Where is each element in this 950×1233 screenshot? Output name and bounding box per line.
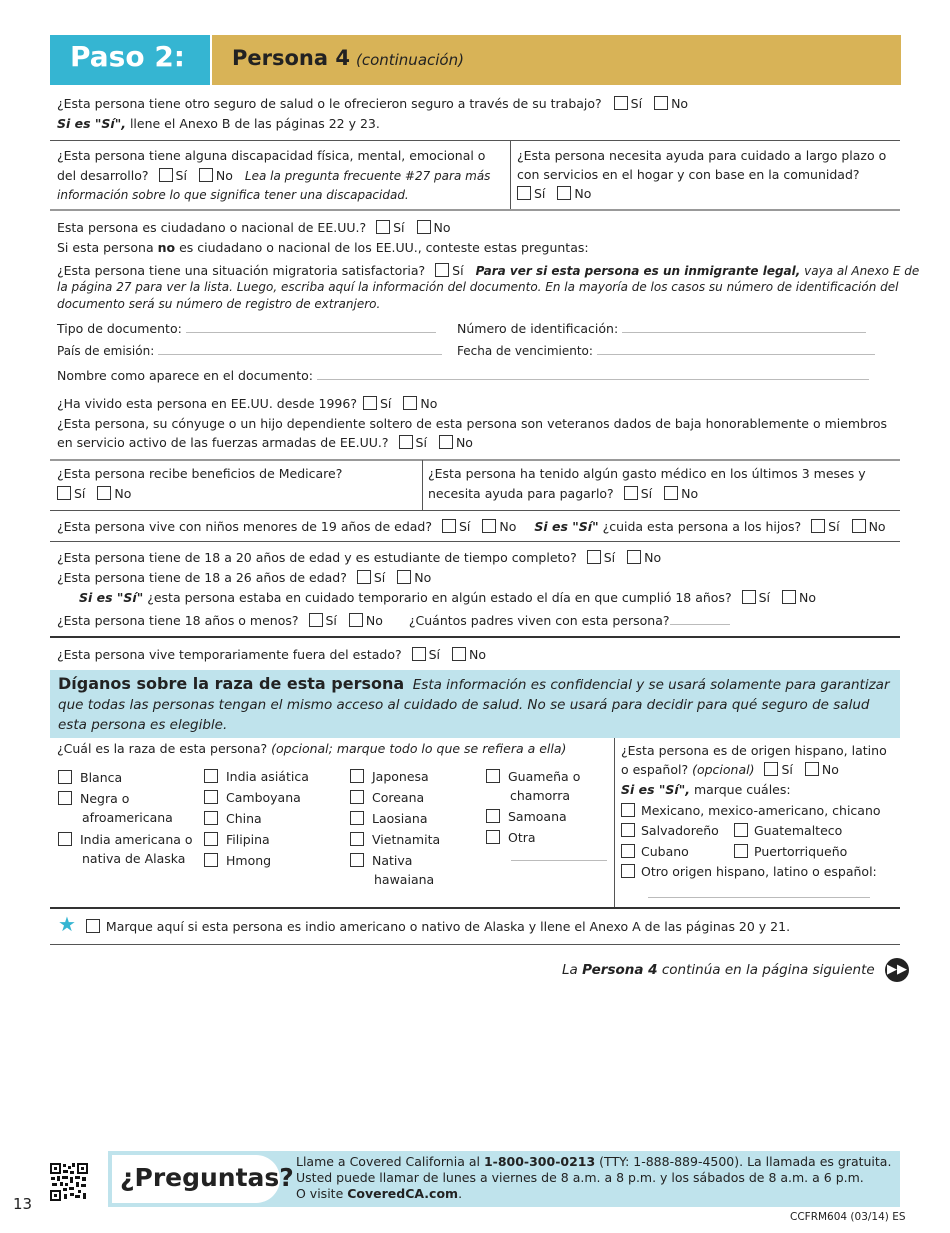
race-india-americana: India americana o (58, 830, 193, 849)
student-18-20-question: ¿Esta persona tiene de 18 a 20 años de edad y es estudiante de tiempo completo? Sí No (57, 550, 662, 565)
children-yes-checkbox[interactable] (442, 519, 456, 533)
race-blanca-checkbox[interactable] (58, 770, 72, 784)
cares-children-no-checkbox[interactable] (852, 519, 866, 533)
medical-expense-question: ¿Esta persona ha tenido algún gasto médico en los últimos 3 meses y (428, 466, 866, 481)
medicare-yes-checkbox[interactable] (57, 486, 71, 500)
immigration-yes-checkbox[interactable] (435, 263, 449, 277)
race-china-checkbox[interactable] (204, 811, 218, 825)
race-filipina: Filipina (204, 830, 270, 849)
under-18-no-checkbox[interactable] (349, 613, 363, 627)
medical-expense-no-checkbox[interactable] (664, 486, 678, 500)
race-japonesa-checkbox[interactable] (350, 769, 364, 783)
qr-code-icon (50, 1163, 88, 1201)
persona-title: Persona 4 (232, 46, 350, 70)
long-term-care-question-2: con servicios en el hogar y con base en la comunidad? (517, 167, 860, 182)
race-section-header: Díganos sobre la raza de esta persona Esta información es confidencial y se usará solamente para garantizar que todas las personas tengan el mismo acceso al cuidado de salud. No se usará para decidir para qué seguro de salud esta persona es elegible. (50, 670, 900, 738)
children-question: ¿Esta persona vive con niños menores de 19 años de edad? Sí No Si es "Sí" ¿cuida esta persona a los hijos? Sí No (57, 519, 886, 534)
other-insurance-note: Si es "Sí", llene el Anexo B de las páginas 22 y 23. (57, 116, 380, 131)
hispanic-salvadoreno-checkbox[interactable] (621, 823, 635, 837)
form-code: CCFRM604 (03/14) ES (790, 1211, 906, 1223)
race-camboyana: Camboyana (204, 788, 301, 807)
race-nativa-hawaiana-checkbox[interactable] (350, 853, 364, 867)
divider (50, 459, 900, 461)
medical-expense-answers: necesita ayuda para pagarlo? Sí No (428, 486, 699, 501)
website-link[interactable]: CoveredCA.com (347, 1186, 459, 1201)
out-of-state-yes-checkbox[interactable] (412, 647, 426, 661)
age-18-26-yes-checkbox[interactable] (357, 570, 371, 584)
divider (50, 209, 900, 211)
hispanic-puertorriqueno-checkbox[interactable] (734, 844, 748, 858)
star-icon: ★ (58, 912, 76, 936)
race-negra: Negra o (58, 789, 129, 808)
continues-note: La Persona 4 continúa en la página siguiente ▶▶ (562, 958, 909, 982)
age-18-26-no-checkbox[interactable] (397, 570, 411, 584)
race-negra-label-2: afroamericana (82, 810, 173, 825)
id-number-input[interactable] (622, 322, 866, 333)
expiration-date-input[interactable] (597, 344, 875, 355)
race-samoana-checkbox[interactable] (486, 809, 500, 823)
since-1996-question: ¿Ha vivido esta persona en EE.UU. desde 1996? Sí No (57, 396, 438, 411)
race-blanca: Blanca (58, 768, 122, 787)
race-laosiana-checkbox[interactable] (350, 811, 364, 825)
medicare-no-checkbox[interactable] (97, 486, 111, 500)
questions-label: ¿Preguntas? (112, 1155, 280, 1203)
citizen-no-checkbox[interactable] (417, 220, 431, 234)
children-no-checkbox[interactable] (482, 519, 496, 533)
immigration-status-question: ¿Esta persona tiene una situación migratoria satisfactoria? Sí Para ver si esta persona es un inmigrante legal, vaya al Anexo E de (57, 263, 920, 278)
out-of-state-question: ¿Esta persona vive temporariamente fuera del estado? Sí No (57, 647, 486, 662)
hispanic-mexicano: Mexicano, mexico-americano, chicano (621, 801, 881, 820)
under-18-yes-checkbox[interactable] (309, 613, 323, 627)
race-india-asiatica: India asiática (204, 767, 309, 786)
race-india-asiatica-checkbox[interactable] (204, 769, 218, 783)
long-term-care-yes-checkbox[interactable] (517, 186, 531, 200)
page-number: 13 (13, 1195, 33, 1213)
under-18-question: ¿Esta persona tiene 18 años o menos? Sí No ¿Cuántos padres viven con esta persona? (57, 611, 730, 630)
veteran-no-checkbox[interactable] (439, 435, 453, 449)
name-on-document-field: Nombre como aparece en el documento: (57, 366, 869, 385)
since-1996-no-checkbox[interactable] (403, 396, 417, 410)
contact-line-3: O visite CoveredCA.com. (296, 1186, 463, 1201)
divider (50, 510, 900, 511)
race-question: ¿Cuál es la raza de esta persona? (opcional; marque todo lo que se refiera a ella) (57, 741, 567, 756)
race-japonesa: Japonesa (350, 767, 429, 786)
divider (50, 541, 900, 542)
parents-count-input[interactable] (670, 614, 730, 625)
disability-question: ¿Esta persona tiene alguna discapacidad física, mental, emocional o (57, 148, 486, 163)
citizen-yes-checkbox[interactable] (376, 220, 390, 234)
race-nativa-hawaiana: Nativa (350, 851, 412, 870)
divider-vertical (422, 460, 423, 510)
id-number-field: Número de identificación: (457, 319, 866, 338)
other-insurance-no-checkbox[interactable] (654, 96, 668, 110)
hispanic-guatemalteco: Guatemalteco (734, 821, 842, 840)
race-samoana: Samoana (486, 807, 567, 826)
since-1996-yes-checkbox[interactable] (363, 396, 377, 410)
hispanic-cubano: Cubano (621, 842, 689, 861)
hispanic-instructions: Si es "Sí", marque cuáles: (621, 782, 791, 797)
hispanic-answers: o español? (opcional) Sí No (621, 762, 839, 777)
double-arrow-right-icon: ▶▶ (885, 958, 909, 982)
hispanic-cubano-checkbox[interactable] (621, 844, 635, 858)
cares-children-yes-checkbox[interactable] (811, 519, 825, 533)
issuing-country-field: País de emisión: (57, 343, 442, 360)
foster-no-checkbox[interactable] (782, 590, 796, 604)
divider-vertical (614, 738, 615, 908)
race-china: China (204, 809, 262, 828)
american-indian-row: ★ Marque aquí si esta persona es indio americano o nativo de Alaska y llene el Anexo A de las páginas 20 y 21. (58, 912, 791, 936)
race-laosiana: Laosiana (350, 809, 428, 828)
divider (50, 140, 900, 141)
non-citizen-instructions: Si esta persona no es ciudadano o nacional de los EE.UU., conteste estas preguntas: (57, 240, 589, 255)
contact-line-2: Usted puede llamar de lunes a viernes de 8 a.m. a 8 p.m. y los sábados de 8 a.m. a 6 p.m. (296, 1170, 864, 1185)
hispanic-otro-input[interactable] (648, 887, 870, 898)
hispanic-question: ¿Esta persona es de origen hispano, latino (621, 743, 887, 758)
divider-vertical (510, 141, 511, 209)
hispanic-yes-checkbox[interactable] (764, 762, 778, 776)
disability-note: información sobre lo que significa tener una discapacidad. (57, 188, 409, 202)
divider (50, 636, 900, 638)
continuation-label: (continuación) (355, 51, 464, 69)
race-india-americana-checkbox[interactable] (58, 832, 72, 846)
foster-yes-checkbox[interactable] (742, 590, 756, 604)
race-otra: Otra (486, 828, 536, 847)
medicare-question: ¿Esta persona recibe beneficios de Medicare? (57, 466, 343, 481)
long-term-care-no-checkbox[interactable] (557, 186, 571, 200)
race-vietnamita-checkbox[interactable] (350, 832, 364, 846)
section-header (212, 35, 901, 85)
hispanic-mexicano-checkbox[interactable] (621, 803, 635, 817)
other-insurance-question: ¿Esta persona tiene otro seguro de salud o le ofrecieron seguro a través de su trabajo? Sí No (57, 96, 689, 111)
race-india-americana-label-2: nativa de Alaska (82, 851, 186, 866)
disability-no-checkbox[interactable] (199, 168, 213, 182)
medicare-answers: Sí No (57, 484, 131, 503)
race-hmong: Hmong (204, 851, 271, 870)
race-guamena-checkbox[interactable] (486, 769, 500, 783)
out-of-state-no-checkbox[interactable] (452, 647, 466, 661)
name-on-document-input[interactable] (317, 369, 869, 380)
race-guamena-label-2: chamorra (510, 788, 570, 803)
other-insurance-yes-checkbox[interactable] (614, 96, 628, 110)
document-type-field: Tipo de documento: (57, 319, 436, 338)
expiration-date-field: Fecha de vencimiento: (457, 343, 875, 360)
document-type-input[interactable] (186, 322, 436, 333)
citizen-question: Esta persona es ciudadano o nacional de EE.UU.? Sí No (57, 220, 451, 235)
hispanic-puertorriqueno: Puertorriqueño (734, 842, 847, 861)
hispanic-salvadoreno: Salvadoreño (621, 821, 719, 840)
parents-question: ¿Cuántos padres viven con esta persona? (408, 613, 670, 628)
disability-answer-row: del desarrollo? Sí No Lea la pregunta frecuente #27 para más (57, 168, 491, 183)
step-label: Paso 2: (50, 35, 210, 85)
race-filipina-checkbox[interactable] (204, 832, 218, 846)
medical-expense-yes-checkbox[interactable] (624, 486, 638, 500)
age-18-26-question: ¿Esta persona tiene de 18 a 26 años de edad? Sí No (57, 570, 432, 585)
veteran-question-2: en servicio activo de las fuerzas armadas de EE.UU.? Sí No (57, 435, 473, 450)
long-term-care-question: ¿Esta persona necesita ayuda para cuidado a largo plazo o (517, 148, 887, 163)
hispanic-guatemalteco-checkbox[interactable] (734, 823, 748, 837)
race-otra-input[interactable] (511, 850, 607, 861)
race-camboyana-checkbox[interactable] (204, 790, 218, 804)
race-guamena: Guameña o (486, 767, 580, 786)
divider (50, 907, 900, 909)
race-coreana: Coreana (350, 788, 424, 807)
divider (50, 944, 900, 945)
american-indian-checkbox[interactable] (86, 919, 100, 933)
race-negra-checkbox[interactable] (58, 791, 72, 805)
hispanic-otro: Otro origen hispano, latino o español: (621, 862, 877, 881)
student-no-checkbox[interactable] (627, 550, 641, 564)
race-coreana-checkbox[interactable] (350, 790, 364, 804)
student-yes-checkbox[interactable] (587, 550, 601, 564)
disability-yes-checkbox[interactable] (159, 168, 173, 182)
race-nativa-hawaiana-label-2: hawaiana (374, 872, 435, 887)
contact-line-1: Llame a Covered California al 1-800-300-0213 (TTY: 1-888-889-4500). La llamada es gratuita. (296, 1154, 892, 1169)
race-vietnamita: Vietnamita (350, 830, 440, 849)
foster-care-question: Si es "Sí" ¿esta persona estaba en cuidado temporario en algún estado el día en que cumplió 18 años? Sí No (79, 590, 816, 605)
veteran-question: ¿Esta persona, su cónyuge o un hijo dependiente soltero de esta persona son veteranos dados de baja honorablemente o miembros (57, 416, 888, 431)
veteran-yes-checkbox[interactable] (399, 435, 413, 449)
hispanic-no-checkbox[interactable] (805, 762, 819, 776)
race-otra-checkbox[interactable] (486, 830, 500, 844)
issuing-country-input[interactable] (158, 344, 442, 355)
hispanic-otro-checkbox[interactable] (621, 864, 635, 878)
immigration-note-2: documento será su número de registro de extranjero. (57, 297, 381, 311)
race-hmong-checkbox[interactable] (204, 853, 218, 867)
long-term-care-answers: Sí No (517, 184, 591, 203)
immigration-note: la página 27 para ver la lista. Luego, escriba aquí la información del documento. En la mayoría de los casos su número de identificación del (57, 280, 899, 294)
